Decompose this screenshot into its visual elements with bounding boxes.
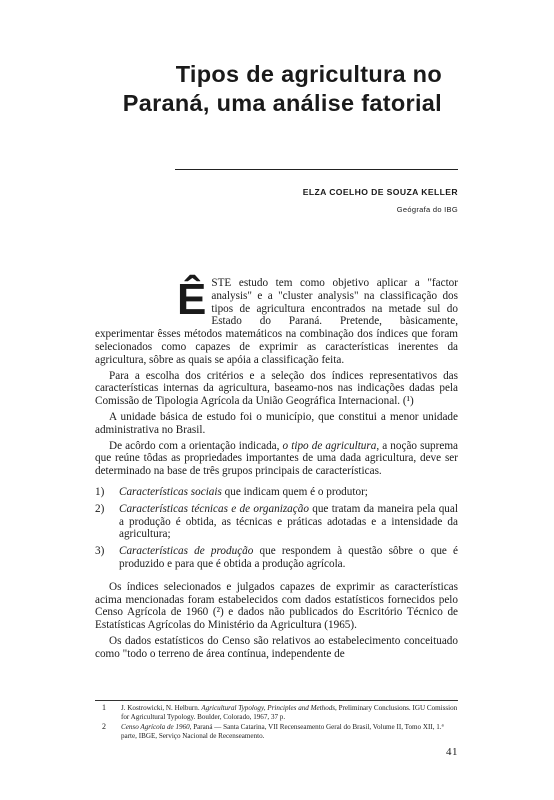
body-paragraph: A unidade básica de estudo foi o município, que constitui a menor unidade administrativa no Brasil. [95, 410, 458, 436]
title-line-1: Tipos de agricultura no [175, 61, 442, 87]
footnote-rule [95, 700, 458, 701]
title-line-2: Paraná, uma análise fatorial [122, 90, 442, 116]
list-item [95, 503, 458, 541]
list-term: Características sociais [119, 485, 222, 498]
footnote-title: Censo Agrícola de 1960 [121, 723, 190, 731]
text-segment: De acôrdo com a orientação indicada, [109, 439, 283, 452]
list-number: 1) [95, 485, 105, 498]
list-term: Características técnicas e de organização [119, 502, 309, 515]
footnotes [95, 704, 458, 742]
footnote-text: , Paraná — Santa Catarina, VII Recenseamento Geral do Brasil, Volume II, Tomo XII, 1.ª parte, IBGE, Serviço Nacional de Recenseamento. [121, 723, 444, 740]
list-text: que tratam da maneira pela qual a produção é obtida, as técnicas e práticas adotadas e a intensidade da agricultura; [119, 502, 458, 541]
list-number: 2) [95, 502, 105, 515]
drop-cap: Ê [177, 275, 207, 324]
body-paragraph: Para a escolha dos critérios e a seleção dos índices representativos das características internas da agricultura, baseamo-nos nas indicações dadas pela Comissão de Tipologia Agrícola da União Geográfica Internacional. (¹) [95, 369, 458, 408]
intro-text: estudo tem como objetivo aplicar a "factor analysis" e a "cluster analysis" na classificação dos tipos de agricultura encontrados na metade sul do Estado do Paraná. Pretende, bàsicamente, experimentar êsses métodos matemáticos na combinação dos índices que foram selecionados como capazes de exprimir as características inerentes da agricultura, sôbre as quais se apóia a classificação feita. [95, 277, 458, 366]
article-title [123, 60, 442, 118]
footnote-text: J. Kostrowicki, N. Helburn. [121, 704, 202, 712]
footnote-number: 1 [102, 703, 106, 712]
title-rule [175, 169, 458, 170]
list-text: que respondem à questão sôbre o que é produzido e para que é obtida a produção agrícola. [119, 545, 459, 570]
list-item [95, 486, 458, 499]
body-paragraph [95, 440, 458, 478]
body-paragraph: Os dados estatísticos do Censo são relativos ao estabelecimento conceituado como "todo o terreno de área contínua, independente de [95, 634, 458, 660]
characteristics-list [95, 486, 458, 571]
page-number: 41 [446, 746, 458, 758]
intro-smallcaps: STE [211, 277, 232, 289]
body-paragraph: Os índices selecionados e julgados capazes de exprimir as características acima mencionadas foram estabelecidos com dados estatísticos fornecidos pelo Censo Agrícola de 1960 (²) e dados não publicados do Escritório Técnico de Estatísticas Agrícolas do Ministério da Agricultura (1965). [95, 580, 458, 632]
footnote-title: Agricultural Typology, Principles and Methods [201, 704, 336, 712]
footnote [95, 704, 458, 721]
italic-text: o tipo de agricultura [282, 439, 377, 452]
list-term: Características de produção [119, 545, 254, 558]
footnote [95, 723, 458, 740]
author-name: ELZA COELHO DE SOUZA KELLER [302, 187, 458, 197]
list-item [95, 545, 458, 571]
intro-paragraph [95, 277, 458, 367]
article-body [95, 277, 458, 664]
text-segment: , a noção suprema que reúne tôdas as propriedades importantes de uma dada agricultura, deve ser determinado na base de três grupos principais de características. [95, 439, 459, 478]
author-affiliation: Geógrafa do IBG [396, 205, 458, 214]
list-text: que indicam quem é o produtor; [221, 485, 368, 498]
footnote-text: , Preliminary Conclusions. IGU Comission for Agricultural Typology. Boulder, Colorado, 1967, 37 p. [121, 704, 458, 721]
footnote-number: 2 [102, 722, 106, 731]
list-number: 3) [95, 545, 105, 558]
